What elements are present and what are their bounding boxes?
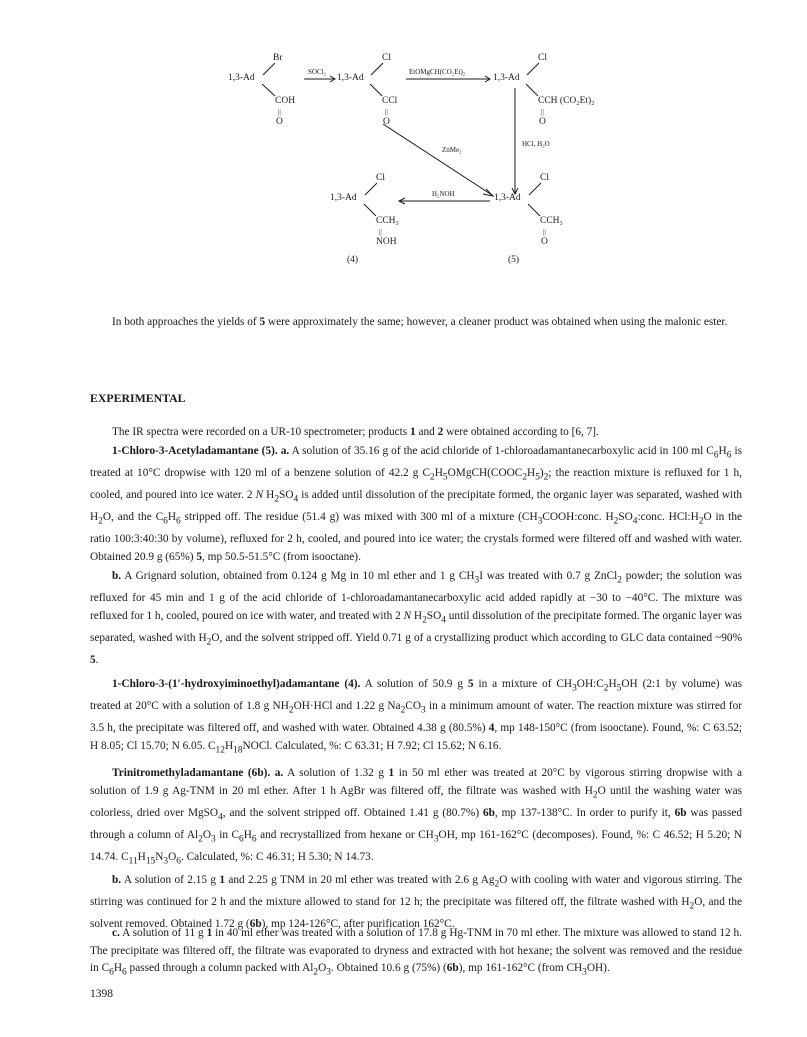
double-bond: || xyxy=(543,228,546,236)
group-cch3: CCH₃ xyxy=(540,216,563,226)
atom-o: O xyxy=(539,117,546,127)
double-bond: || xyxy=(379,228,382,236)
paragraph-ir: The IR spectra were recorded on a UR-10 spectrometer; products 1 and 2 were obtained according to [6, 7]. xyxy=(112,426,599,438)
page-number: 1398 xyxy=(90,988,113,1000)
frame-label: 1,3-Ad xyxy=(228,73,255,83)
group-coh: COH xyxy=(275,96,296,106)
atom-o: O xyxy=(276,117,283,127)
paragraph-6b-a: Trinitromethyladamantane (6b). a. A solution of 1.32 g 1 in 50 ml ether was treated at 20°C by vigorous stirring dropwise with a solution of 1.9 g Ag-TNM in 20 ml ether. After 1 h AgBr was filtered off, the filtrate was washed with $H_2O$ until the washing water was colorless, dried over MgSO$_4$, and the solvent stripped off. Obtained 1.41 g (80.7%) 6b, mp 137-138°C. In order to purify it, 6b was passed through a column of $Al_2O_3$ in $C_6H_6$ and recrystallized from hexane or $CH_3OH$, mp 161-162°C (decomposes). Found, %: C 46.52; H 5.20; N 14.74. $C_{11}H_{15}N_3O_6$. Calculated, %: C 46.31; H 5.30; N 14.73. xyxy=(90,767,743,866)
substituent-cl: Cl xyxy=(540,173,549,183)
intro-paragraph: In both approaches the yields of 5 were approximately the same; however, a cleaner product was obtained when using the malonic ester. xyxy=(112,316,728,328)
double-bond: || xyxy=(541,108,544,116)
group-ccl: CCl xyxy=(382,96,398,106)
paragraph-4: 1-Chloro-3-(1′-hydroxyiminoethyl)adamantane (4). A solution of 50.9 g 5 in a mixture of $CH_3OH:C_2H_5OH$ (2:1 by volume) was treated at 20°C with a solution of 1.8 g $NH_2OH\cdot HCl$ and 1.22 g $Na_2CO_3$ in a minimum amount of water. The reaction mixture was stirred for 3.5 h, the precipitate was filtered off, and washed with water. Obtained 4.38 g (80.5%) 4, mp 148-150°C (from isooctane). Found, %: C 63.52; H 8.05; Cl 15.70; N 6.05. $C_{12}H_{18}NOCl$. Calculated, %: C 63.31; H 7.92; Cl 15.62; N 6.16. xyxy=(90,678,743,755)
paragraph-6b-b: b. A solution of 2.15 g 1 and 2.25 g TNM in 20 ml ether was treated with 2.6 g $Ag_2O$ with cooling with water and vigorous stirring. The stirring was continued for 2 h and the mixture allowed to stand for 12 h; the precipitate was filtered off, the filtrate washed with $H_2O$, and the solvent removed. Obtained 1.72 g (6b), mp 124-126°C, after purification 162°C. xyxy=(90,874,743,930)
double-bond: || xyxy=(278,108,281,116)
substituent-cl: Cl xyxy=(382,53,391,63)
frame-label: 1,3-Ad xyxy=(330,193,357,203)
substituent-br: Br xyxy=(273,53,283,63)
double-bond: || xyxy=(385,108,388,116)
reaction-scheme xyxy=(0,0,807,280)
substituent-cl: Cl xyxy=(376,173,385,183)
group-cch-ester: CCH (CO₂Et)₂ xyxy=(538,96,595,106)
frame-label: 1,3-Ad xyxy=(493,73,520,83)
atom-o: O xyxy=(541,237,548,247)
atom-o: O xyxy=(383,117,390,127)
section-heading: EXPERIMENTAL xyxy=(90,391,186,405)
reagent-znme2: ZnMe₂ xyxy=(442,146,462,154)
reagent-h2noh: H₂NOH xyxy=(432,190,455,198)
group-noh: NOH xyxy=(376,237,397,247)
reagent-socl2: SOCl₂ xyxy=(308,68,327,76)
compound-label-4: (4) xyxy=(347,255,359,265)
frame-label: 1,3-Ad xyxy=(494,193,521,203)
reagent-hcl: HCl, H₂O xyxy=(522,140,550,148)
compound-label-5: (5) xyxy=(508,255,520,265)
paragraph-6b-c: c. A solution of 11 g 1 in 40 ml ether was treated with a solution of 17.8 g Hg-TNM in 70 ml ether. The mixture was allowed to stand 12 h. The precipitate was filtered off, the filtrate was evaporated to dryness and extracted with hot hexane; the solvent was removed and the residue in $C_6H_6$ passed through a column packed with $Al_2O_3$. Obtained 10.6 g (75%) (6b), mp 161-162°C (from $CH_3OH$). xyxy=(90,927,743,978)
paragraph-5a: 1-Chloro-3-Acetyladamantane (5). a. A solution of 35.16 g of the acid chloride of 1-chloroadamantanecarboxylic acid in 100 ml $C_6H_6$ is treated at 10°C dropwise with 120 ml of a benzene solution of 42.2 g $C_2H_5OMgCH(COOC_2H_5)_2$; the reaction mixture is refluxed for 1 h, cooled, and poured into ice water. 2 N $H_2SO_4$ is added until dissolution of the precipitate formed, the organic layer was separated, washed with $H_2O$, and the $C_6H_6$ stripped off. The residue (51.4 g) was mixed with 300 ml of a mixture ($CH_3COOH:conc$. $H_2SO_4:conc$. $HCl:H_2O$ in the ratio 100:3:40:30 by volume), refluxed for 2 h, cooled, and poured into ice water; the crystals formed were filtered off and washed with water. Obtained 20.9 g (65%) 5, mp 50.5-51.5°C (from isooctane). xyxy=(90,445,743,563)
frame-label: 1,3-Ad xyxy=(337,73,364,83)
group-cch3: CCH₃ xyxy=(376,216,399,226)
substituent-cl: Cl xyxy=(538,53,547,63)
reagent-malonate: EtOMgCH(CO₂Et)₂ xyxy=(409,68,466,76)
paragraph-5b: b. A Grignard solution, obtained from 0.124 g Mg in 10 ml ether and 1 g $CH_3I$ was treated with 0.7 g ZnCl$_2$ powder; the solution was refluxed for 45 min and 1 g of the acid chloride of 1-chloroadamantanecarboxylic acid added rapidly at −30 to −40°C. The mixture was refluxed for 1 h, cooled, poured on ice with water, and treated with 2 N $H_2SO_4$ until dissolution of the precipitate formed. The organic layer was separated, washed with $H_2O$, and the solvent stripped off. Yield 0.71 g of a crystallizing product which according to GLC data contained ~90% 5. xyxy=(90,570,742,666)
